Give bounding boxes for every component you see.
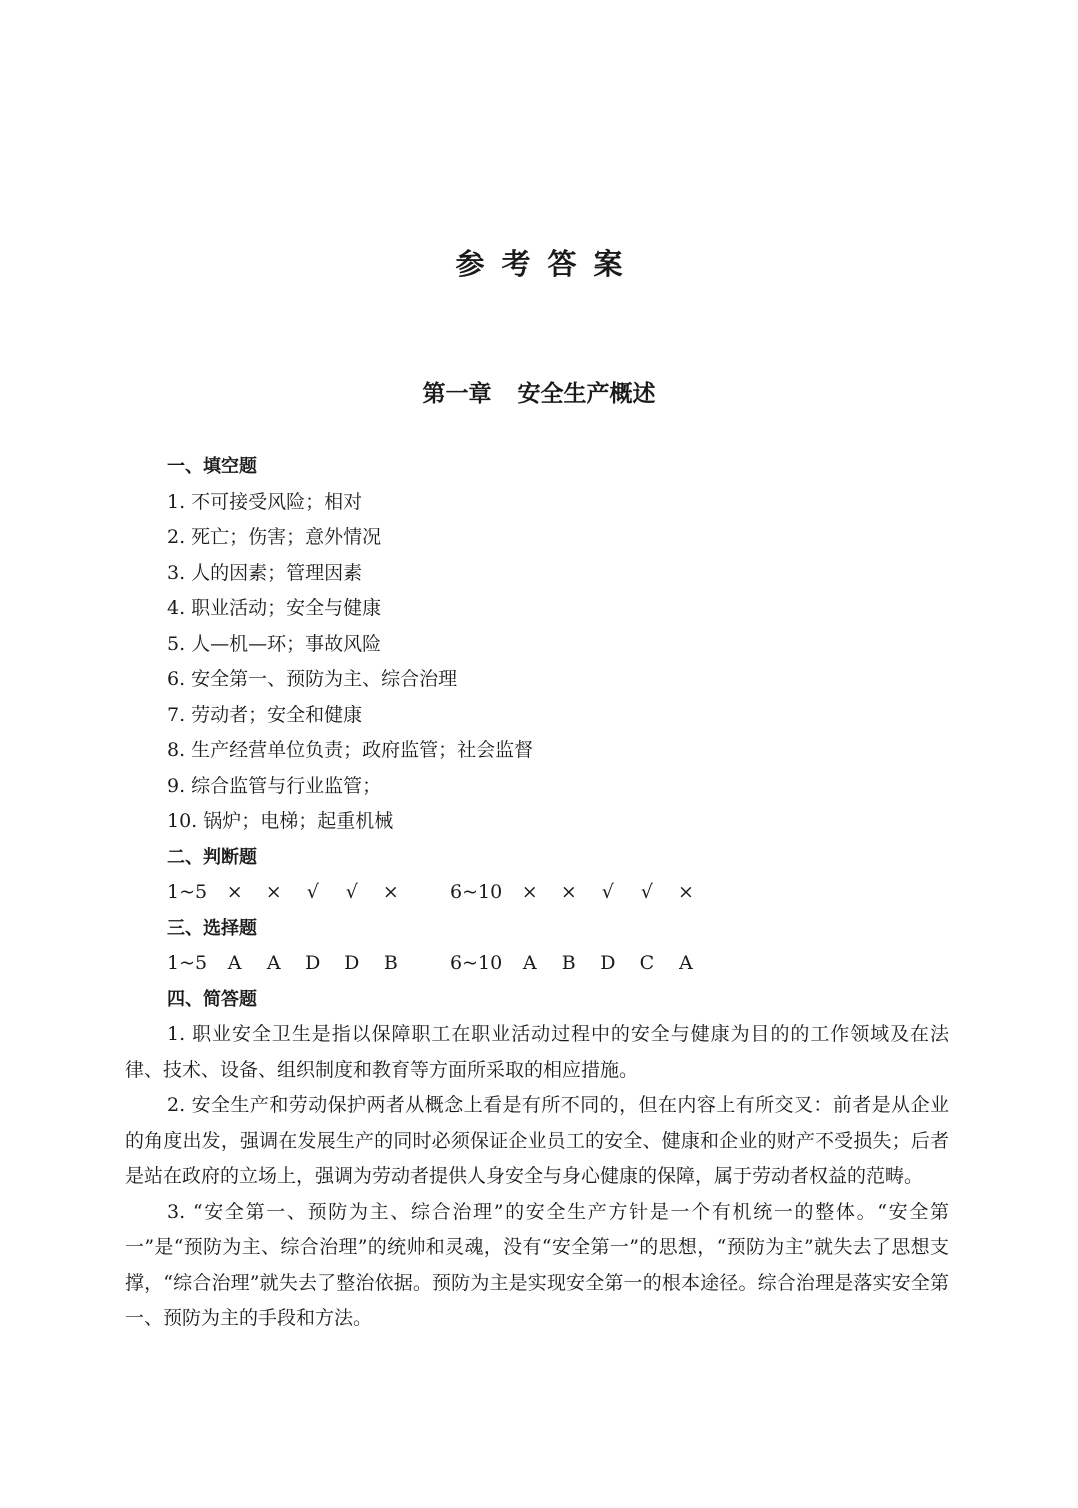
judge-mark: × xyxy=(382,881,399,903)
judge-mark: × xyxy=(560,881,577,903)
choice-mark: A xyxy=(679,952,693,974)
fill-answer-5: 5. 人—机—环；事故风险 xyxy=(167,632,382,655)
fill-answer-9: 9. 综合监管与行业监管； xyxy=(167,774,382,797)
section-heading-short: 四、简答题 xyxy=(167,988,257,1010)
fill-answer-4: 4. 职业活动；安全与健康 xyxy=(167,597,382,619)
judge-mark: √ xyxy=(345,881,358,903)
fill-answer-8: 8. 生产经营单位负责；政府监管；社会监督 xyxy=(167,739,534,761)
judge-answers-row xyxy=(125,875,949,911)
choice-group-2 xyxy=(450,946,709,982)
judge-mark: × xyxy=(521,881,538,903)
choice-mark: A xyxy=(266,952,281,974)
section-heading-judge: 二、判断题 xyxy=(167,846,257,868)
fill-answer-3: 3. 人的因素；管理因素 xyxy=(167,561,363,584)
choice-mark: D xyxy=(305,952,321,974)
judge-group-1 xyxy=(167,875,414,911)
chapter-label: 第一章 xyxy=(422,381,492,407)
judge-mark: × xyxy=(226,881,243,903)
judge-range-2: 6~10 xyxy=(450,881,503,903)
page-title: 参考答案 xyxy=(455,247,640,281)
fill-answer-1: 1. 不可接受风险；相对 xyxy=(167,490,363,513)
fill-answer-6: 6. 安全第一、预防为主、综合治理 xyxy=(167,668,458,690)
choice-range-2: 6~10 xyxy=(450,952,503,974)
section-heading-choice: 三、选择题 xyxy=(167,917,257,939)
judge-mark: √ xyxy=(601,881,614,903)
short-answer-2: 2. 安全生产和劳动保护两者从概念上看是有所不同的，但在内容上有所交叉：前者是从企业的角度出发，强调在发展生产的同时必须保证企业员工的安全、健康和企业的财产不受损失；后者是站在政府的立场上，强调为劳动者提供人身安全与身心健康的保障，属于劳动者权益的范畴。 xyxy=(125,1094,949,1187)
judge-mark: √ xyxy=(640,881,653,903)
choice-mark: A xyxy=(522,952,537,974)
judge-group-2 xyxy=(450,875,709,911)
fill-answer-7: 7. 劳动者；安全和健康 xyxy=(167,703,363,726)
short-answer-1: 1. 职业安全卫生是指以保障职工在职业活动过程中的安全与健康为目的的工作领域及在法律、技术、设备、组织制度和教育等方面所采取的相应措施。 xyxy=(125,1023,949,1081)
choice-group-1 xyxy=(167,946,414,982)
judge-range-1: 1~5 xyxy=(167,881,208,903)
choice-mark: D xyxy=(344,952,360,974)
chapter-name: 安全生产概述 xyxy=(517,381,656,407)
choice-mark: B xyxy=(383,952,398,974)
chapter-title xyxy=(0,376,1078,412)
section-heading-fill: 一、填空题 xyxy=(167,456,257,477)
choice-answers-row xyxy=(125,946,949,982)
judge-mark: × xyxy=(265,881,282,903)
choice-mark: A xyxy=(227,952,242,974)
answer-content xyxy=(125,449,949,1337)
judge-mark: × xyxy=(677,881,694,903)
judge-mark: √ xyxy=(306,881,319,903)
choice-mark: C xyxy=(639,952,655,974)
short-answer-3: 3. “安全第一、预防为主、综合治理”的安全生产方针是一个有机统一的整体。“安全第一”是“预防为主、综合治理”的统帅和灵魂，没有“安全第一”的思想，“预防为主”就失去了思想支撑，“综合治理”就失去了整治依据。预防为主是实现安全第一的根本途径。综合治理是落实安全第一、预防为主的手段和方法。 xyxy=(125,1200,949,1329)
choice-mark: B xyxy=(561,952,576,974)
fill-answer-2: 2. 死亡；伤害；意外情况 xyxy=(167,526,382,548)
choice-mark: D xyxy=(600,952,616,974)
choice-range-1: 1~5 xyxy=(167,952,208,974)
fill-answer-10: 10. 锅炉；电梯；起重机械 xyxy=(167,810,394,832)
